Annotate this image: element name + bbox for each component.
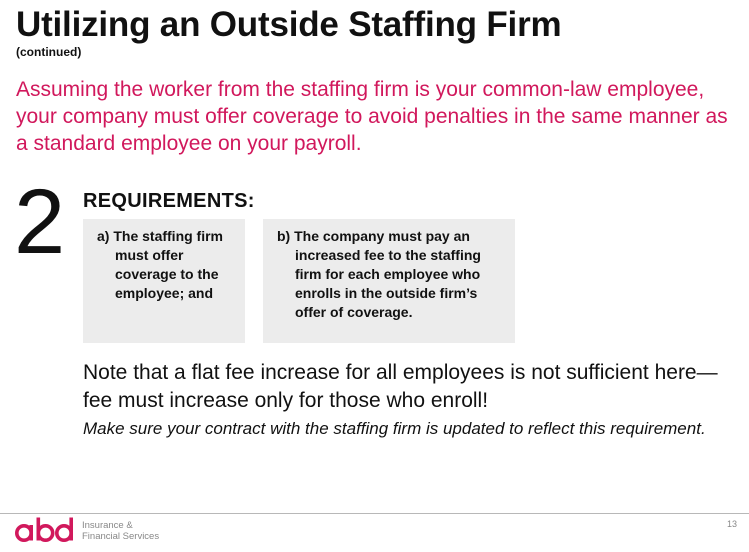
slide-title: Utilizing an Outside Staffing Firm — [16, 5, 562, 44]
note-text: Note that a flat fee increase for all employees is not sufficient here—fee must increase only for those who enroll! — [83, 361, 718, 412]
company-name-line2: Financial Services — [82, 531, 160, 542]
page-number: 13 — [726, 519, 737, 529]
intro-text: Assuming the worker from the staffing firm is your common-law employee, your company must offer coverage to avoid penalties in the same manner as a standard employee on your payroll. — [16, 78, 728, 155]
company-name-line1: Insurance & — [82, 520, 133, 531]
note-italic-text: Make sure your contract with the staffing firm is updated to reflect this requirement. — [83, 419, 706, 438]
slide-subtitle: (continued) — [16, 45, 82, 59]
company-name — [82, 520, 159, 542]
requirement-card-b — [263, 219, 515, 343]
footer-divider — [0, 513, 749, 514]
requirements-heading: REQUIREMENTS: — [83, 190, 255, 212]
step-number: 2 — [14, 171, 66, 273]
requirement-card-a — [83, 219, 245, 343]
requirement-text-b: b) The company must pay an increased fee to the staffing firm for each employee who enrolls in the outside firm’s offer of coverage. — [277, 228, 481, 320]
abd-logo — [14, 516, 78, 544]
requirement-text-a: a) The staffing firm must offer coverage to the employee; and — [97, 228, 224, 301]
